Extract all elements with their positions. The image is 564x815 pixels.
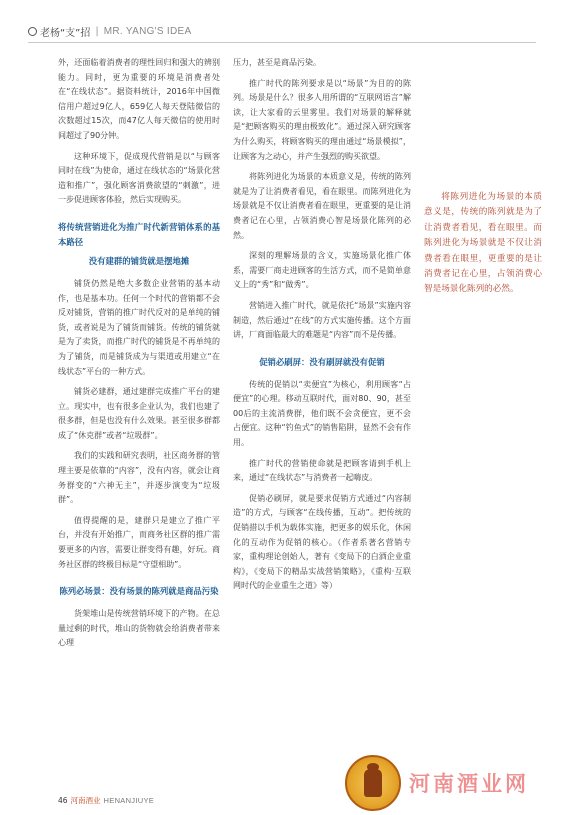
page-footer — [58, 795, 154, 806]
paragraph: 铺货仍然是绝大多数企业营销的基本动作，也是基本功。任何一个时代的营销都不会反对铺货，营销的推广时代反对的是单纯的铺货，或者说是为了铺货而铺货。传统的铺货就是为了卖货，而推广时代的铺货是不再单纯的为了铺货，而是铺货成为与渠道或用建立“在线状态”平台的一种方式。 — [58, 278, 220, 376]
section-subheading: 没有建群的铺货就是摆地摊 — [88, 255, 190, 266]
header-separator: | — [95, 25, 99, 37]
paragraph: 压力，甚至是商品污染。 — [233, 58, 321, 67]
paragraph: 这种环境下，促成现代营销是以“与顾客同时在线”为使命，通过在线状态的“场景化营造和推广”，强化顾客消费欲望的“刺激”，进一步促进顾客体验，然后实现购买。 — [58, 151, 220, 205]
magazine-name-en: HENANJIUYE — [103, 796, 155, 805]
paragraph: 铺货必建群，通过建群完成推广平台的建立。现实中，也有很多企业认为，我们也建了很多群，但是也没有什么效果。甚至很多群都成了“休克群”或者“垃圾群”。 — [58, 387, 220, 440]
paragraph: 营销进入推广时代，就是依托“场景”实施内容制造，然后通过“在线”的方式实施传播。这个方面讲，厂商面临最大的难题是“内容”而不是传播。 — [233, 300, 411, 340]
pull-quote: 将陈列进化为场景的本质意义是，传统的陈列就是为了让消费者看见，看在眼里。而陈列进化为场景就是不仅让消费者看在眼里，更重要的是让消费者记在心里，占领消费心智是场景化陈列的必然。 — [424, 192, 542, 295]
paragraph: 深刻的理解场景的含义，实施场景化推广体系，需要厂商走进顾客的生活方式，而不是简单意义上的“秀”和“做秀”。 — [233, 251, 411, 290]
section-heading: 陈列必场景：没有场景的陈列就是商品污染 — [59, 586, 219, 597]
column-title: 老杨“支”招 — [40, 27, 91, 39]
section-heading: 将传统营销进化为推广时代新营销体系的基本路径 — [58, 221, 220, 247]
page-number: 46 — [58, 796, 68, 805]
paragraph: 货架堆山是传统营销环境下的产物。在总量过剩的时代，堆山的货物就会给消费者带来心理 — [58, 609, 220, 648]
page-header — [28, 20, 536, 42]
header-divider — [28, 42, 536, 43]
paragraph: 外，还面临着消费者的理性回归和强大的辨别能力。同时，更为重要的环境是消费者处在“在线状态”。据资料统计，2016年中国微信用户超过9亿人，659亿人每天登陆微信的次数超过15次，而47亿人每天微信的使用时间超过了90分钟。 — [58, 58, 220, 140]
circle-bullet-icon — [28, 27, 37, 36]
article-column-right — [233, 56, 411, 600]
column-title-en: MR. YANG'S IDEA — [103, 25, 192, 37]
article-column-left — [58, 56, 220, 657]
watermark — [345, 758, 555, 808]
henan-jiuye-seal-icon — [345, 755, 401, 811]
paragraph: 推广时代的陈列要求是以“场景”为目的的陈列。场景是什么？很多人用所谓的“互联网语言”解读，让大家看的云里雾里。我们对场景的解释就是“把顾客购买的理由极致化”。通过深入研究顾客为什么购买，将顾客购买的理由通过“场景模拟”，让顾客为之动心，并产生强烈的购买欲望。 — [233, 78, 411, 161]
paragraph: 促销必刷屏，就是要求促销方式通过“内容制造”的方式，与顾客“在线传播，互动”。把传统的促销措以手机为载体实施，把更多的娱乐化，休闲化的互动作为促销的核心。（作者系著名营销专家，重构理论创始人，著有《变局下的白酒企业重构》，《变局下的精品实战营销策略》，《重构·互联网时代的企业重生之道》等） — [233, 493, 411, 591]
magazine-name: 河南酒业 — [70, 796, 101, 805]
paragraph: 值得提醒的是，建群只是建立了推广平台，并没有开始推广，而商务社区群的推广需要更多的内容，需要让群变得有趣，好玩。商务社区群的终极目标是“守望相助”。 — [58, 515, 220, 569]
paragraph: 我们的实践和研究表明，社区商务群的管理主要是依靠的“内容”，没有内容，就会让商务群变的“六神无主”，并逐步演变为“垃圾群”。 — [58, 451, 220, 505]
watermark-text: 河南酒业网 — [409, 772, 529, 796]
paragraph: 将陈列进化为场景的本质意义是，传统的陈列就是为了让消费者看见，看在眼里。而陈列进化为场景就是不仅让消费者看在眼里，更重要的是让消费者记在心里，占领消费心智是场景化陈列的必然。 — [233, 172, 411, 240]
paragraph: 传统的促销以“卖便宜”为核心，利用顾客“占便宜”的心理。移动互联时代，面对80、90，甚至00后的主流消费群，他们既不会贪便宜，更不会占便宜。这种“钓鱼式”的销售陷阱，显然不会有作用。 — [233, 379, 411, 448]
paragraph: 推广时代的营销使命就是把顾客请到手机上来，通过“在线状态”与消费者一起嗨皮。 — [233, 458, 411, 483]
section-heading: 促销必刷屏：没有刷屏就没有促销 — [259, 356, 385, 367]
